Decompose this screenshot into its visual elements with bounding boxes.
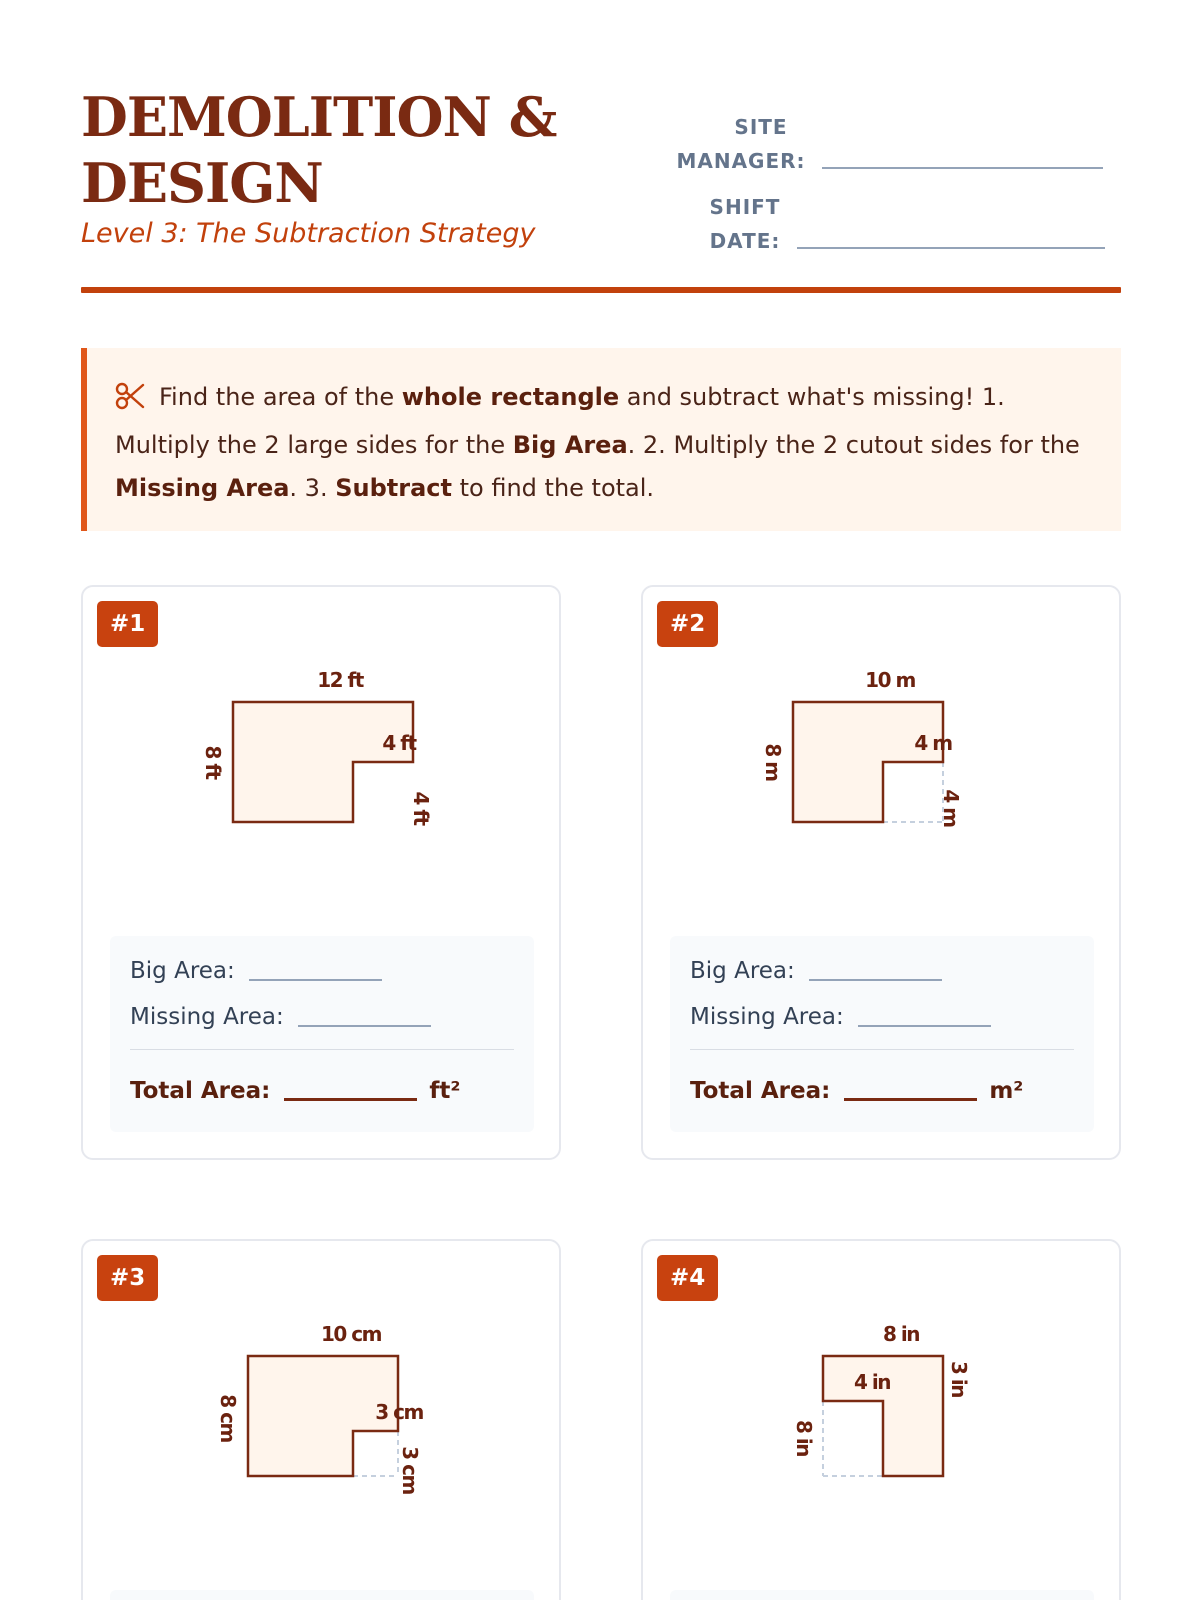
left-dimension: 8 m: [761, 743, 785, 781]
answer-divider: [690, 1049, 1074, 1050]
big-area-label: Big Area:: [690, 958, 795, 984]
top-dimension: 8 in: [883, 1322, 919, 1346]
title-line-1: DEMOLITION &: [81, 85, 557, 149]
total-area-row: [690, 1078, 1023, 1104]
total-area-row: [130, 1078, 460, 1104]
total-area-input-line[interactable]: [844, 1098, 977, 1101]
l-shape-diagram: [83, 587, 563, 927]
big-area-row: [130, 958, 382, 984]
missing-area-label: Missing Area:: [690, 1004, 844, 1030]
left-dimension: 8 ft: [201, 745, 225, 779]
big-area-input-line[interactable]: [249, 979, 382, 981]
problem-card-2: [641, 585, 1121, 1160]
header: [81, 84, 1121, 294]
shift-date-input-line[interactable]: [797, 247, 1105, 249]
left-dimension: 8 cm: [216, 1394, 240, 1442]
missing-area-input-line[interactable]: [858, 1025, 991, 1027]
page-subtitle: Level 3: The Subtraction Strategy: [81, 218, 536, 249]
problem-badge: #4: [657, 1255, 718, 1301]
cutout-width-dimension: 3 cm: [375, 1400, 423, 1424]
problem-badge: #2: [657, 601, 718, 647]
shift-date-label: SHIFT DATE:: [709, 195, 781, 253]
l-shape: [793, 702, 943, 822]
problem-badge: #3: [97, 1255, 158, 1301]
left-dimension: 8 in: [792, 1420, 816, 1456]
l-shape-diagram: [643, 587, 1123, 927]
scissors-icon: [115, 381, 145, 424]
missing-area-row: [130, 1004, 431, 1030]
site-manager-label: SITE MANAGER:: [676, 115, 806, 173]
answer-box: [670, 1590, 1094, 1600]
big-area-input-line[interactable]: [809, 979, 942, 981]
total-area-label: Total Area:: [130, 1078, 271, 1104]
cutout-height-dimension: 4 ft: [409, 791, 433, 825]
cutout-height-dimension: 3 in: [947, 1361, 971, 1397]
big-area-label: Big Area:: [130, 958, 235, 984]
missing-area-input-line[interactable]: [298, 1025, 431, 1027]
l-shape: [233, 702, 413, 822]
problem-badge: #1: [97, 601, 158, 647]
shift-date-field: [707, 190, 1105, 258]
site-manager-field: [674, 110, 1103, 178]
unit-label: m²: [989, 1078, 1024, 1104]
top-dimension: 12 ft: [317, 668, 363, 692]
missing-area-row: [690, 1004, 991, 1030]
answer-box: [110, 936, 534, 1132]
unit-label: ft²: [429, 1078, 461, 1104]
top-dimension: 10 m: [865, 668, 915, 692]
cutout-height-dimension: 3 cm: [398, 1446, 422, 1494]
answer-box: [110, 1590, 534, 1600]
answer-box: [670, 936, 1094, 1132]
cutout-width-dimension: 4 m: [914, 731, 952, 755]
cutout-width-dimension: 4 ft: [382, 731, 416, 755]
problem-card-4: [641, 1239, 1121, 1600]
total-area-input-line[interactable]: [284, 1098, 417, 1101]
cutout-width-dimension: 4 in: [854, 1370, 890, 1394]
answer-divider: [130, 1049, 514, 1050]
big-area-row: [690, 958, 942, 984]
problem-card-3: [81, 1239, 561, 1600]
l-shape-diagram: [643, 1241, 1123, 1581]
top-dimension: 10 cm: [321, 1322, 381, 1346]
instructions-box: Find the area of the whole rectangle and subtract what's missing! 1. Multiply the 2 large sides for the Big Area. 2. Multiply the 2 cutout sides for the Missing Area. 3. Subtract to find the total.: [81, 348, 1121, 531]
title-line-2: DESIGN: [81, 151, 323, 215]
l-shape-diagram: [83, 1241, 563, 1581]
total-area-label: Total Area:: [690, 1078, 831, 1104]
site-manager-input-line[interactable]: [822, 167, 1103, 169]
header-divider: [81, 287, 1121, 293]
problem-card-1: [81, 585, 561, 1160]
missing-area-label: Missing Area:: [130, 1004, 284, 1030]
cutout-height-dimension: 4 m: [939, 789, 963, 827]
page-title: [81, 84, 641, 216]
